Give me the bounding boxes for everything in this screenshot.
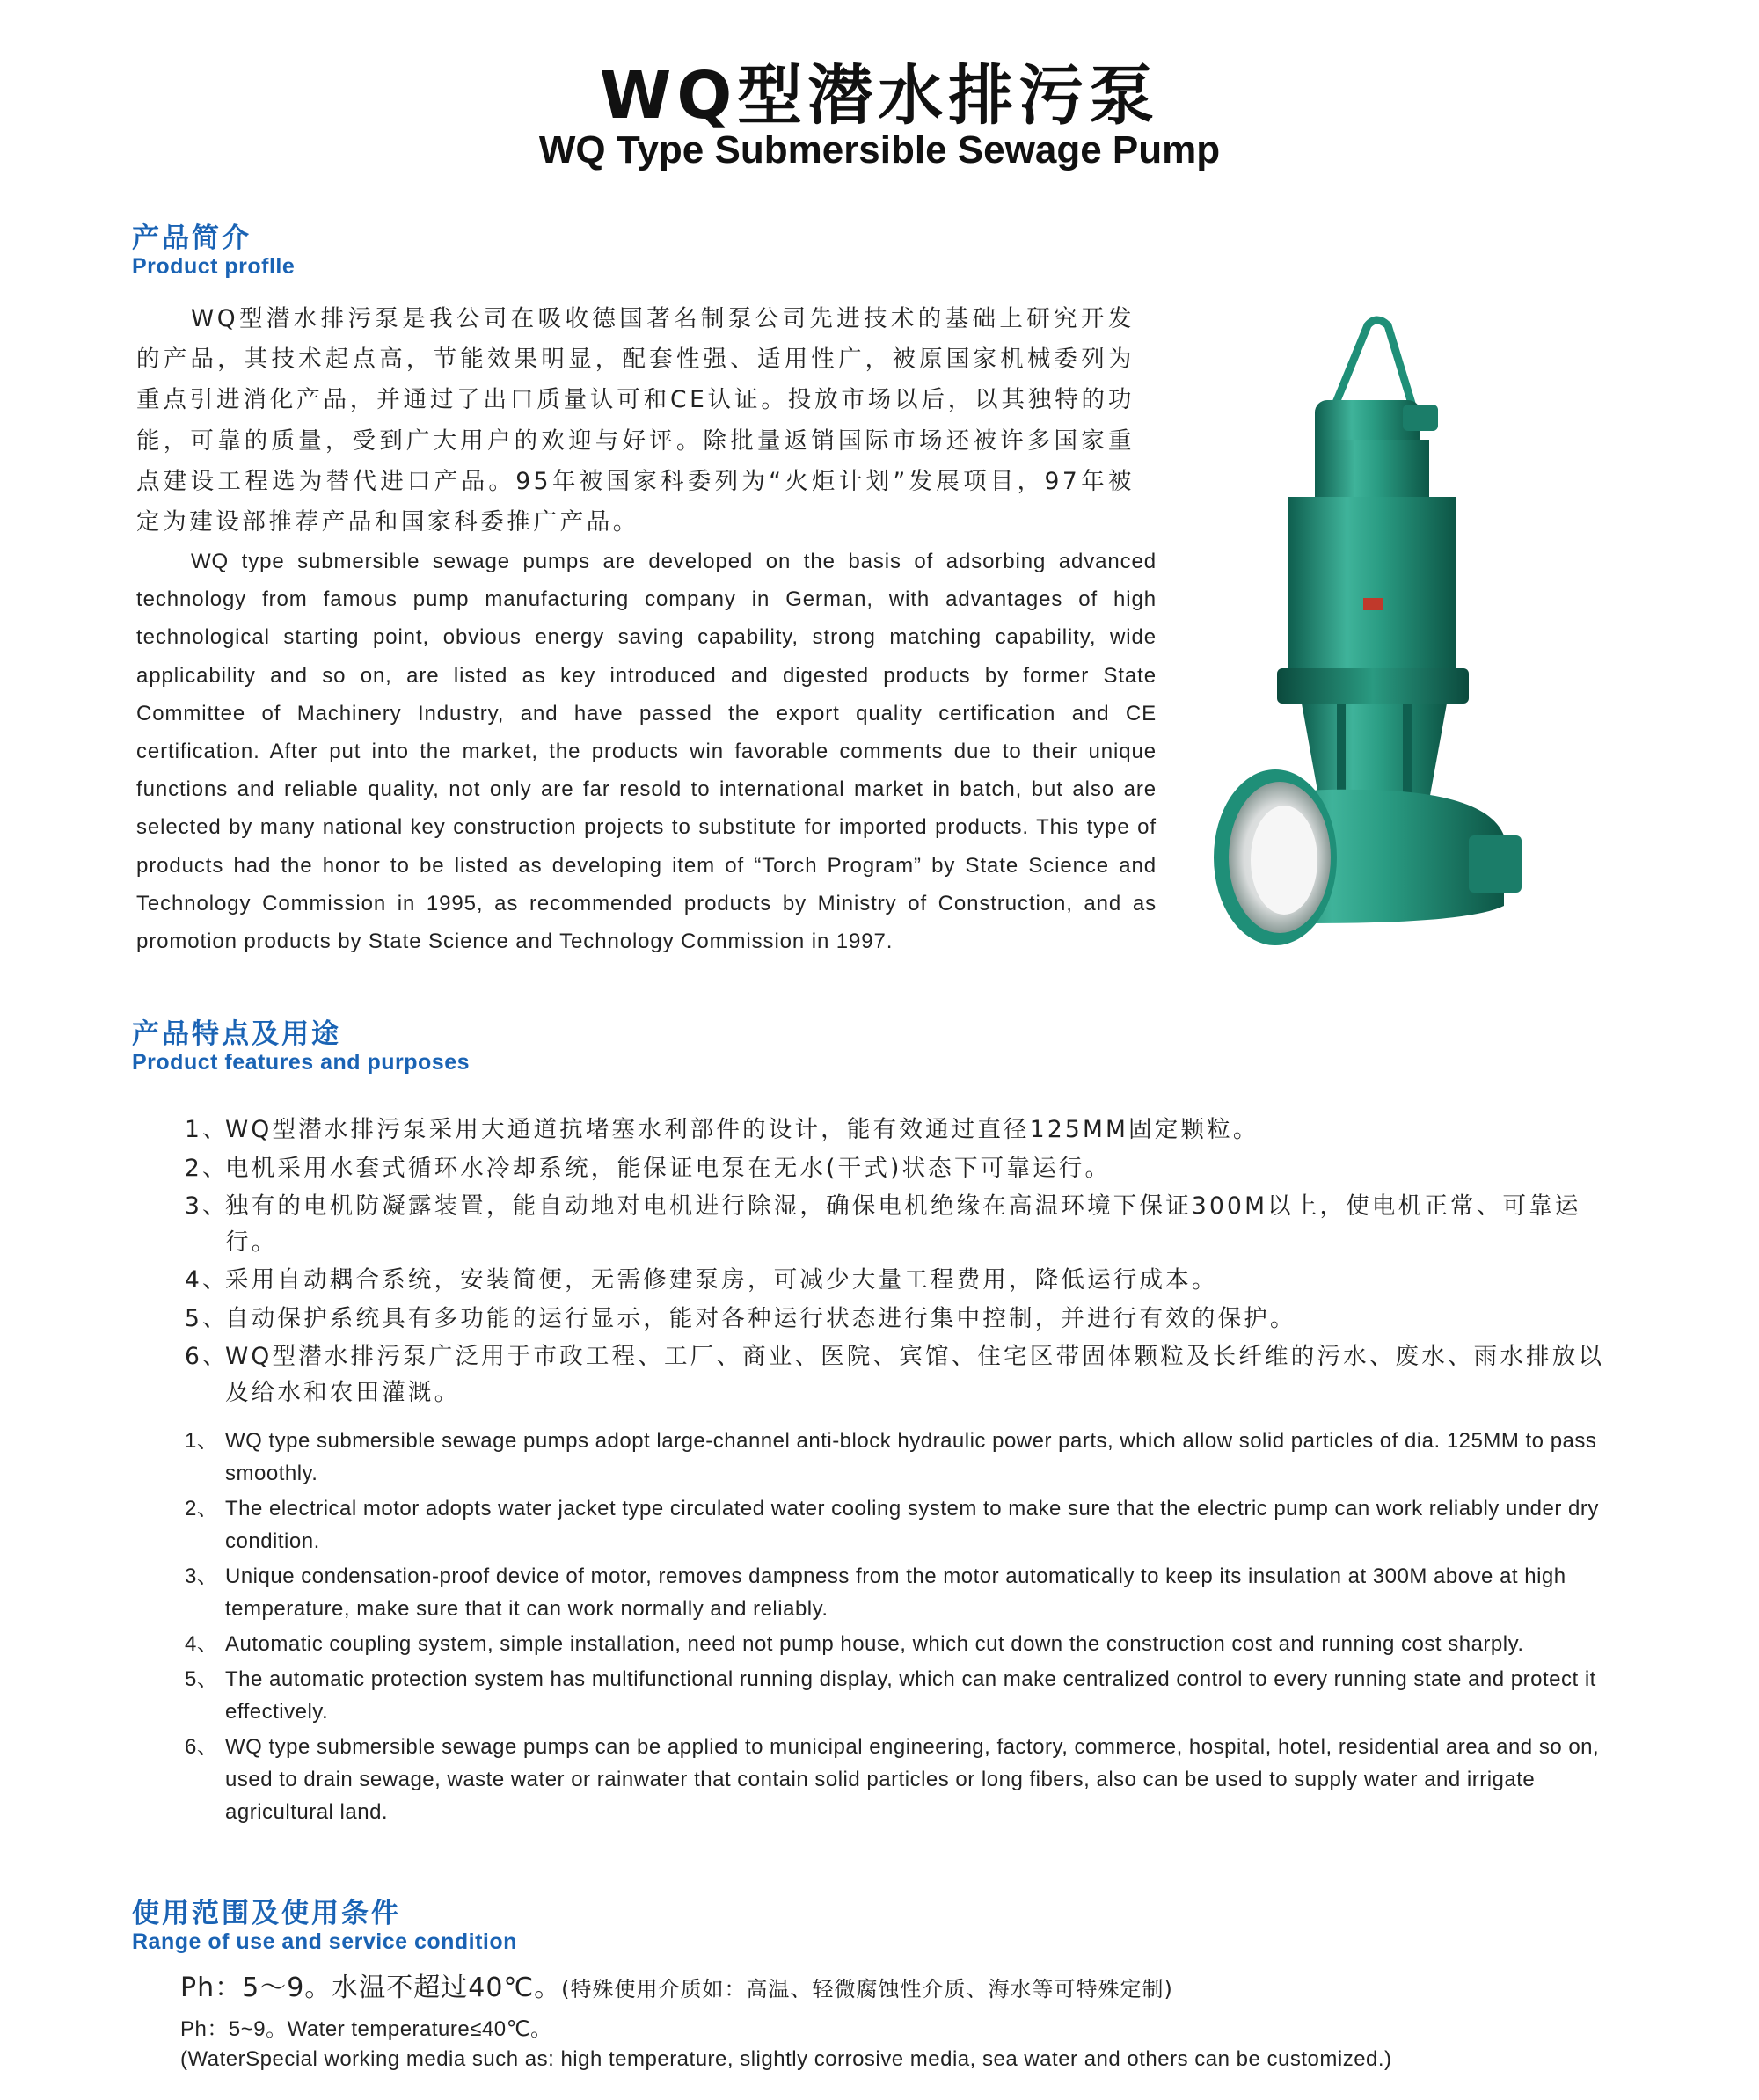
list-item: 5、 自动保护系统具有多功能的运行显示，能对各种运行状态进行集中控制，并进行有效的保护。 (185, 1304, 1296, 1332)
page-title-en: WQ Type Submersible Sewage Pump (538, 128, 1221, 171)
features-list-en (185, 1425, 1636, 1831)
conditions-main-cn: Ph：5～9。水温不超过40℃。 (180, 1972, 562, 2003)
profile-text-en: WQ type submersible sewage pumps are developed on the basis of adsorbing advanced technology from famous pump manufacturing company in German, with advantages of high technological starting point, obvious energy saving capability, strong matching capability, wide applicability and so on, are listed as key introduced and digested products by former State Committee of Machinery Industry, and have passed the export quality certification and CE certification. After put into the market, the products win favorable comments due to their unique functions and reliable quality, not only are far resold to international market in batch, but also are selected by many national key construction projects to substitute for imported products. This type of products had the honor to be listed as developing item of “Torch Program” by State Science and Technology Commission in 1995, as recommended products by Ministry of Construction, and as promotion products by State Science and Technology Commission in 1997. (136, 550, 1157, 954)
list-item: 5、 The automatic protection system has multifunctional running display, which can make centralized control to every running state and protect it effectively. (185, 1667, 1596, 1724)
list-item: 6、 WQ型潜水排污泵广泛用于市政工程、工厂、商业、医院、宾馆、住宅区带固体颗粒及长纤维的污水、废水、雨水排放以及给水和农田灌溉。 (185, 1343, 1605, 1406)
list-item: 4、 采用自动耦合系统，安装简便，无需修建泵房，可减少大量工程费用，降低运行成本。 (185, 1266, 1218, 1294)
conditions-line-cn (180, 1965, 1173, 2004)
features-heading-en: Product features and purposes (132, 1050, 471, 1075)
conditions-note-cn: (特殊使用介质如：高温、轻微腐蚀性介质、海水等可特殊定制) (561, 1977, 1173, 2002)
profile-heading-cn: 产品简介 (132, 222, 252, 254)
list-item: 1、 WQ型潜水排污泵采用大通道抗堵塞水利部件的设计，能有效通过直径125MM固定颗粒。 (185, 1116, 1259, 1143)
list-item: 3、 独有的电机防凝露装置，能自动地对电机进行除湿，确保电机绝缘在高温环境下保证300M以上，使电机正常、可靠运行。 (185, 1192, 1581, 1256)
profile-heading-en: Product proflle (132, 254, 296, 279)
profile-text-cn: WQ型潜水排污泵是我公司在吸收德国著名制泵公司先进技术的基础上研究开发的产品，其技术起点高，节能效果明显，配套性强、适用性广，被原国家机械委列为重点引进消化产品，并通过了出口质量认可和CE认证。投放市场以后，以其独特的功能，可靠的质量，受到广大用户的欢迎与好评。除批量返销国际市场还被许多国家重点建设工程选为替代进口产品。95年被国家科委列为“火炬计划”发展项目，97年被定为建设部推荐产品和国家科委推广产品。 (136, 305, 1135, 536)
conditions-line-en-2: (WaterSpecial working media such as: high temperature, slightly corrosive media, sea water and others can be customized.) (180, 2047, 1392, 2071)
list-item: 1、 WQ type submersible sewage pumps adopt large-channel anti-block hydraulic power parts, which allow solid particles of dia. 125MM to pass smoothly. (185, 1429, 1597, 1485)
list-item: 2、 电机采用水套式循环水冷却系统，能保证电泵在无水(干式)状态下可靠运行。 (185, 1154, 1112, 1182)
submersible-pump-image (1205, 308, 1548, 967)
features-heading-cn: 产品特点及用途 (132, 1018, 341, 1050)
list-item: 3、 Unique condensation-proof device of motor, removes dampness from the motor automatically to keep its insulation at 300M above at high temperature, make sure that it can work normally and reliably. (185, 1564, 1566, 1621)
conditions-heading-en: Range of use and service condition (132, 1929, 517, 1954)
conditions-line-en-1: Ph：5~9。Water temperature≤40℃。 (180, 2017, 552, 2041)
list-item: 2、 The electrical motor adopts water jacket type circulated water cooling system to make sure that the electric pump can work reliably under dry condition. (185, 1497, 1599, 1553)
list-item: 4、 Automatic coupling system, simple installation, need not pump house, which cut down the construction cost and running cost sharply. (185, 1632, 1524, 1656)
page-title-cn: WQ型潜水排污泵 (599, 58, 1160, 134)
list-item: 6、 WQ type submersible sewage pumps can be applied to municipal engineering, factory, commerce, hospital, hotel, residential area and so on, used to drain sewage, waste water or rainwater that contain solid particles or long fibers, also can be used to supply water and irrigate agricultural land. (185, 1735, 1600, 1824)
features-list-cn (185, 1112, 1627, 1413)
conditions-heading-cn: 使用范围及使用条件 (132, 1898, 401, 1929)
